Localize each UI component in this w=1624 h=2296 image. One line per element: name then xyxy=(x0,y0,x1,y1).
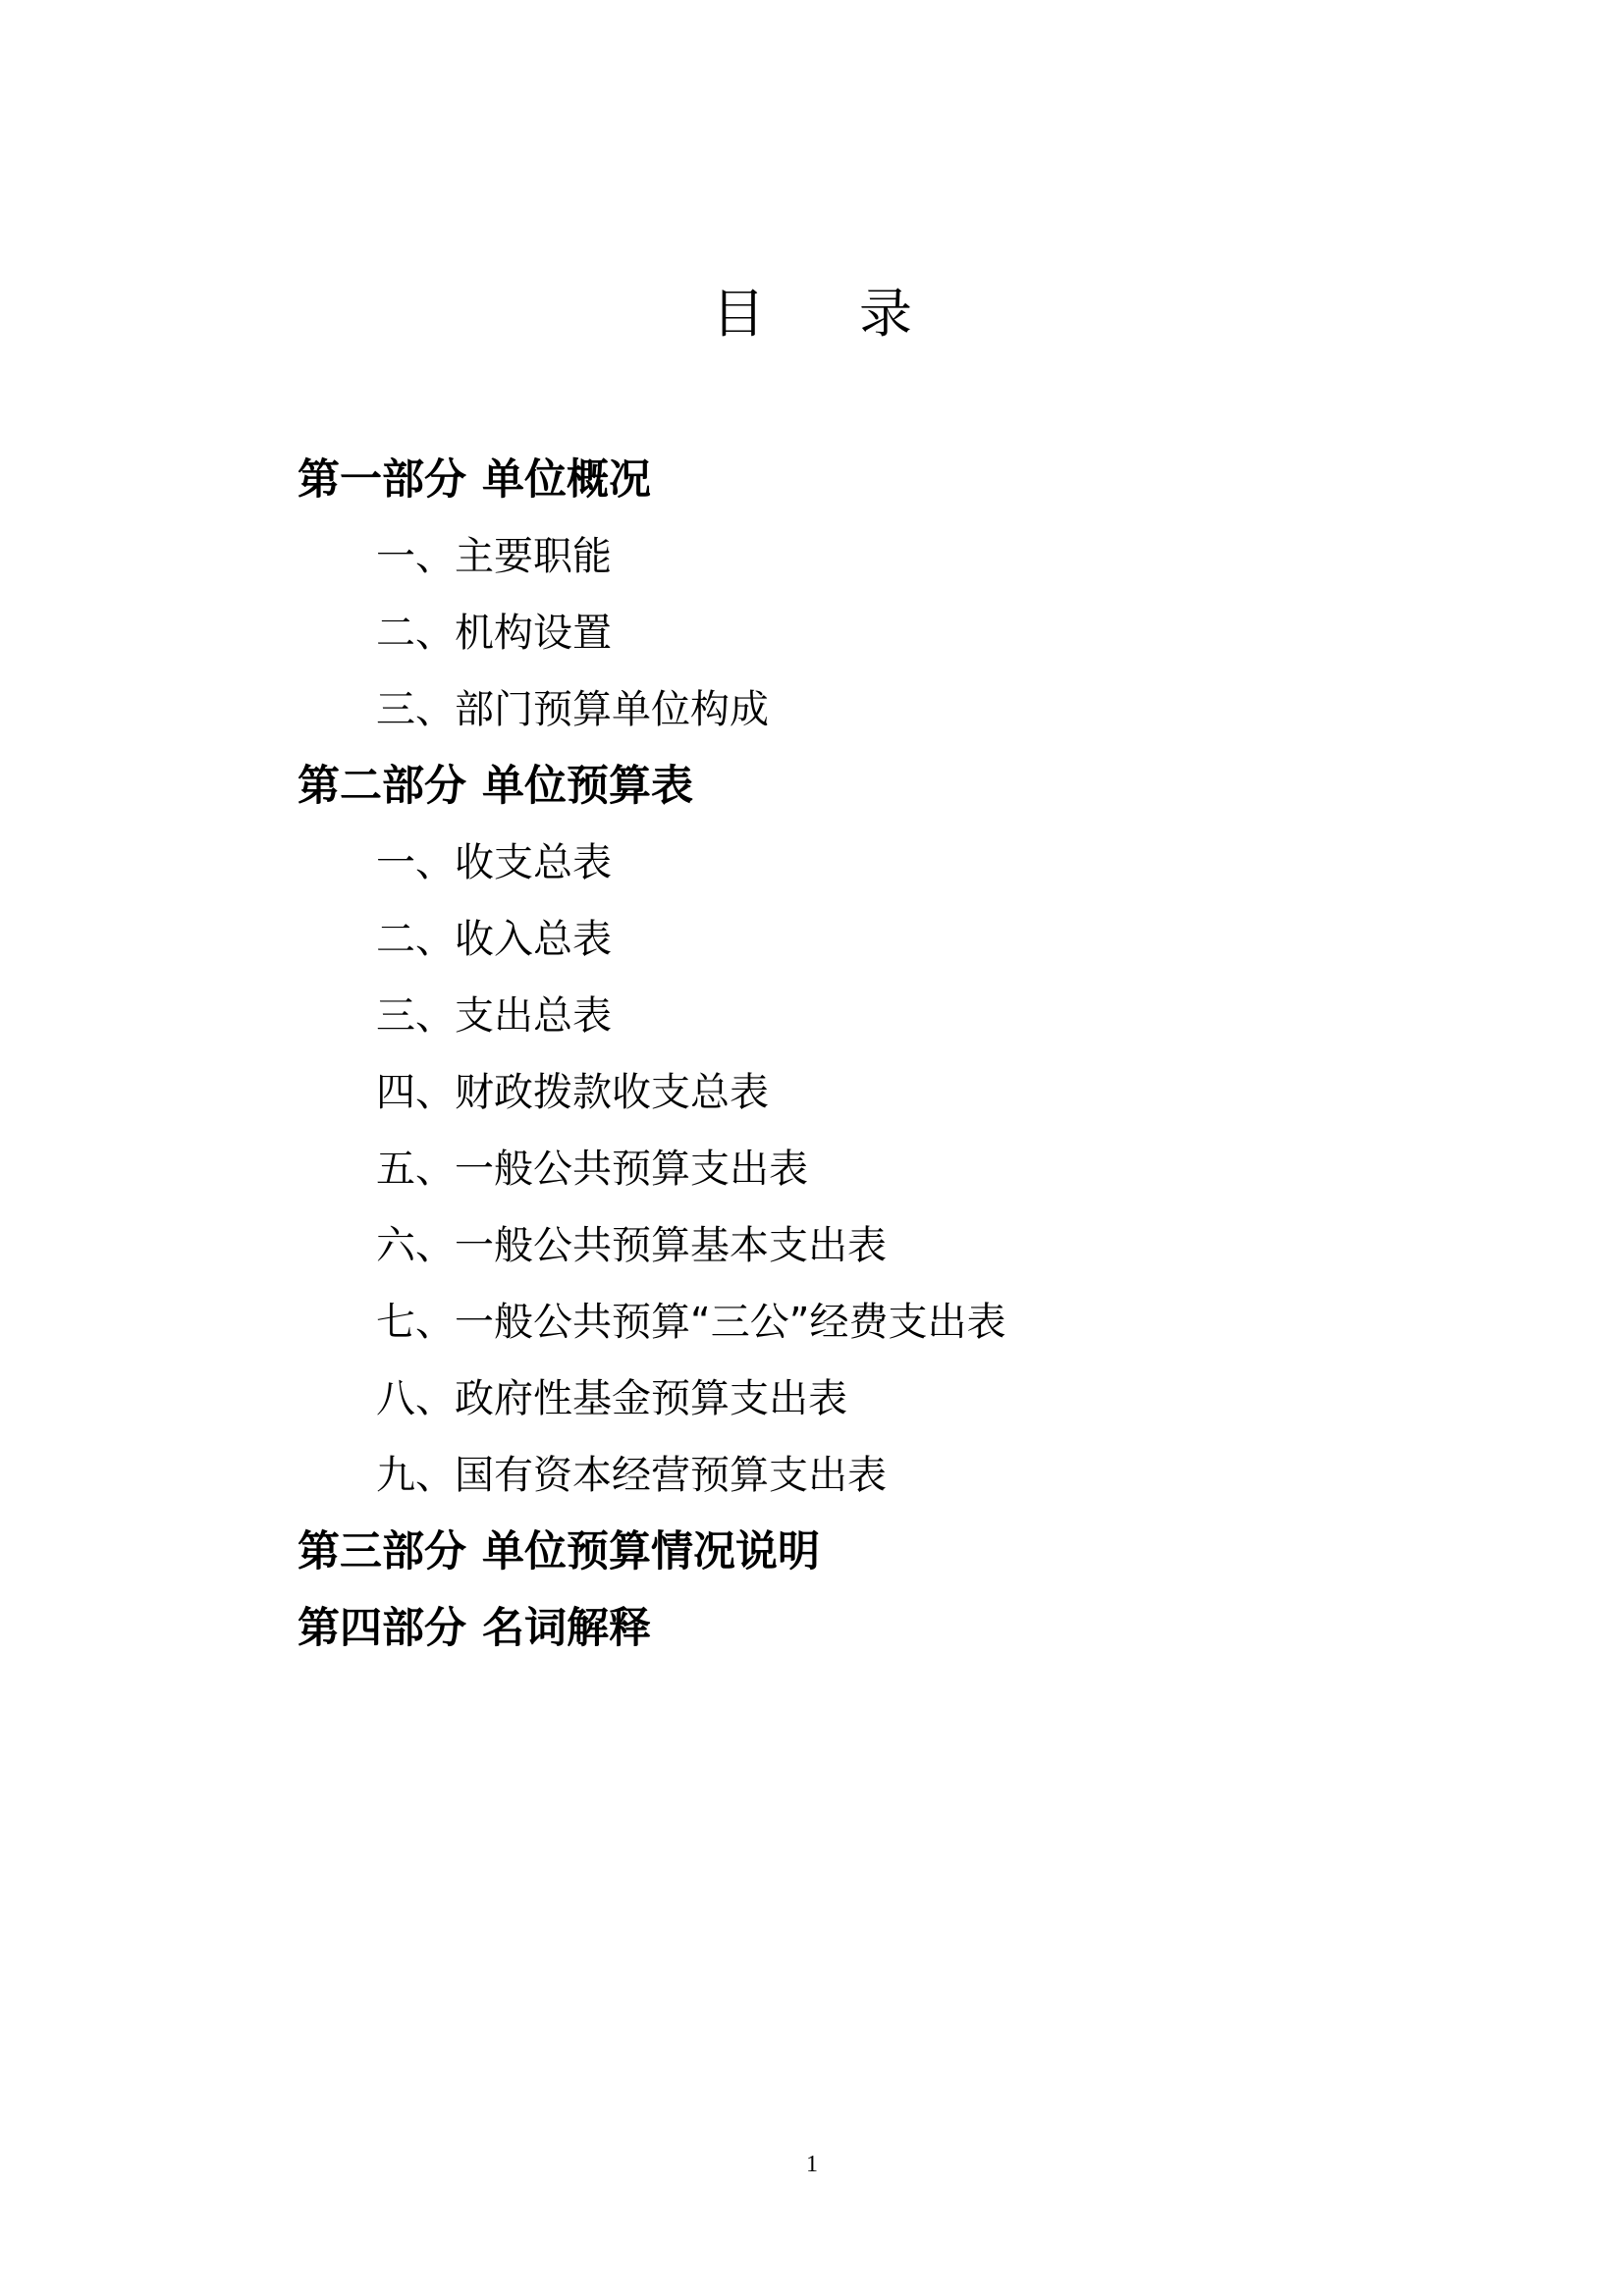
page-number: 1 xyxy=(806,2152,818,2177)
section-title: 单位预算情况说明 xyxy=(482,1527,820,1576)
toc-item[interactable]: 二、收入总表 xyxy=(376,917,612,962)
section-heading[interactable] xyxy=(298,442,1428,518)
page-title-char-1: 目 xyxy=(712,283,765,345)
table-of-contents xyxy=(298,442,1428,1667)
toc-item[interactable]: 六、一般公共预算基本支出表 xyxy=(376,1223,887,1268)
toc-item[interactable]: 七、一般公共预算“三公”经费支出表 xyxy=(376,1300,1006,1345)
toc-item[interactable]: 五、一般公共预算支出表 xyxy=(376,1147,808,1192)
section-title: 单位概况 xyxy=(482,455,651,505)
toc-section-part-4 xyxy=(298,1590,1428,1667)
section-title: 名词解释 xyxy=(482,1604,651,1653)
toc-item[interactable]: 九、国有资本经营预算支出表 xyxy=(376,1453,887,1498)
toc-item[interactable]: 三、部门预算单位构成 xyxy=(376,687,769,732)
toc-item[interactable]: 四、财政拨款收支总表 xyxy=(376,1070,769,1115)
section-heading[interactable] xyxy=(298,1514,1428,1590)
section-part-label: 第一部分 xyxy=(298,455,466,505)
section-part-label: 第二部分 xyxy=(298,762,466,811)
toc-item[interactable]: 二、机构设置 xyxy=(376,611,612,656)
toc-item[interactable]: 三、支出总表 xyxy=(376,993,612,1039)
toc-item[interactable]: 一、收支总表 xyxy=(376,840,612,885)
page-title-char-2: 录 xyxy=(859,283,912,345)
toc-section-part-1 xyxy=(298,442,1428,748)
page-title xyxy=(0,277,1624,351)
section-title: 单位预算表 xyxy=(482,762,693,811)
section-part-label: 第四部分 xyxy=(298,1604,466,1653)
toc-item[interactable]: 一、主要职能 xyxy=(376,534,612,579)
toc-item-list xyxy=(298,518,1428,748)
toc-item-list xyxy=(298,825,1428,1514)
toc-section-part-2 xyxy=(298,748,1428,1514)
section-part-label: 第三部分 xyxy=(298,1527,466,1576)
section-heading[interactable] xyxy=(298,748,1428,825)
toc-section-part-3 xyxy=(298,1514,1428,1590)
toc-item[interactable]: 八、政府性基金预算支出表 xyxy=(376,1376,847,1421)
section-heading[interactable] xyxy=(298,1590,1428,1667)
